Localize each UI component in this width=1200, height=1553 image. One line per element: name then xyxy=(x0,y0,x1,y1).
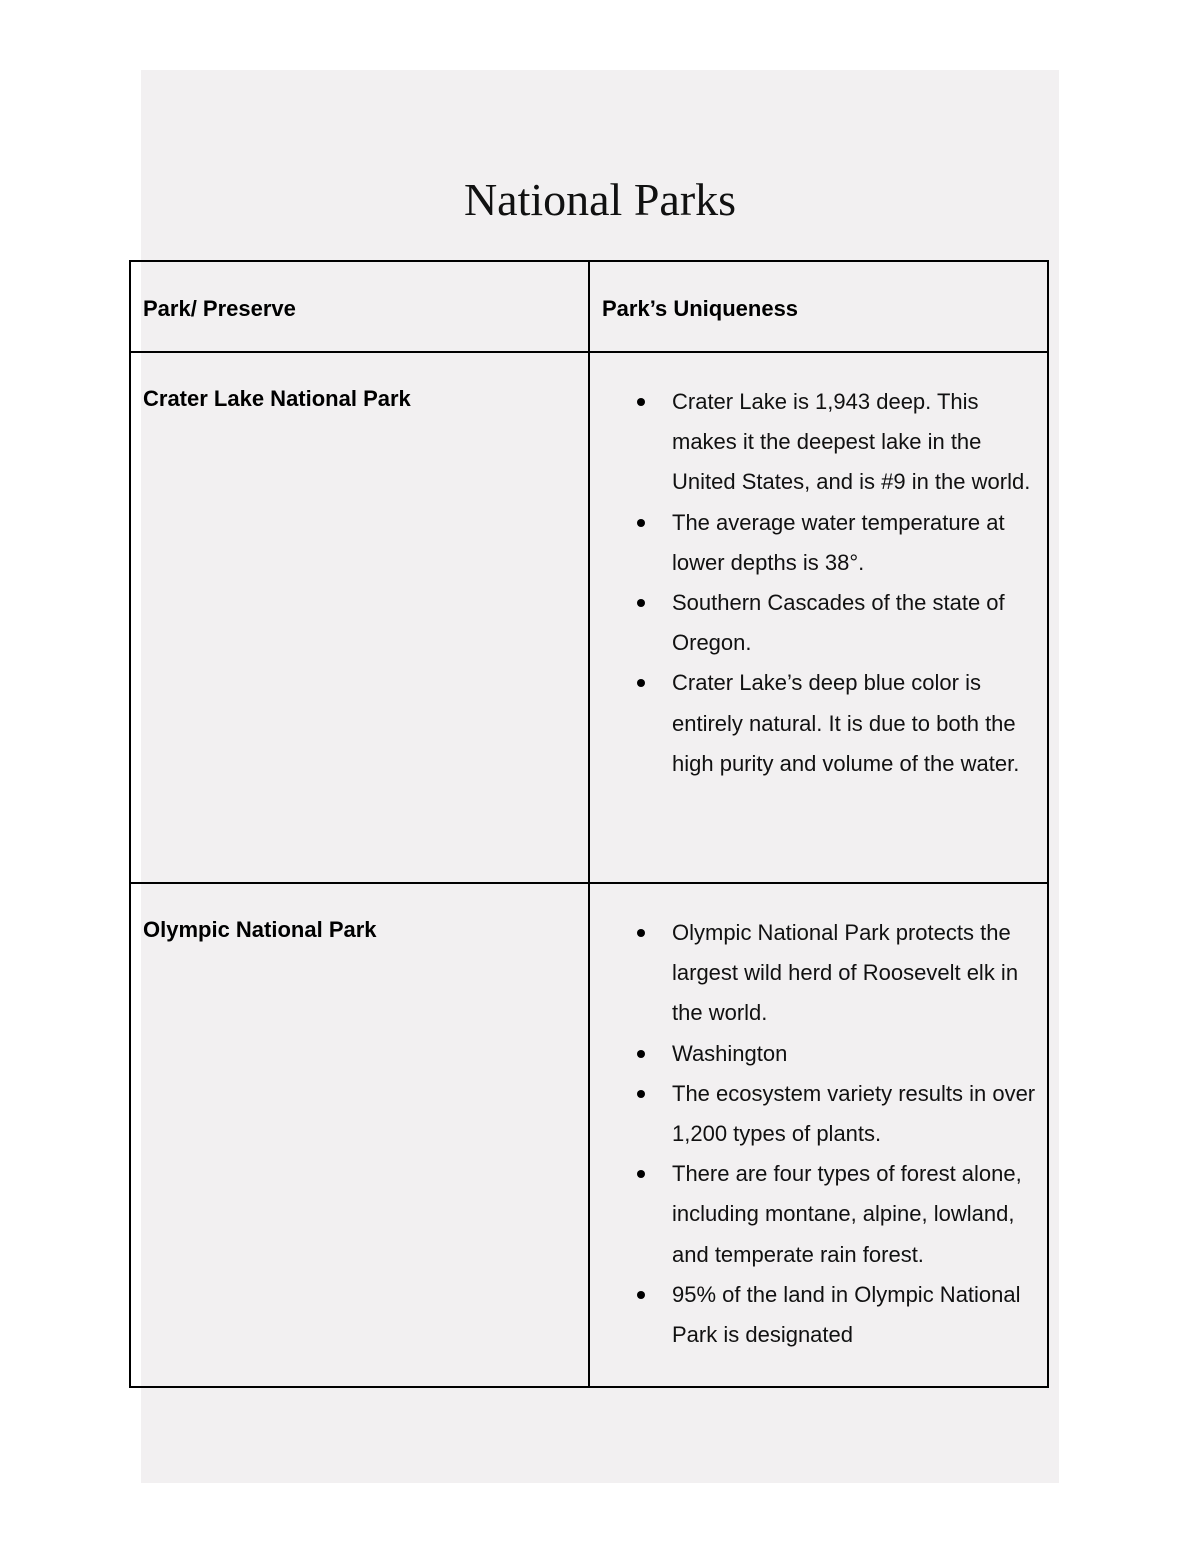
fact-text: Washington xyxy=(672,1040,788,1066)
list-item xyxy=(672,1275,1037,1355)
park-name-cell xyxy=(130,352,589,883)
list-item xyxy=(672,1034,1037,1074)
fact-text: The average water temperature at lower depths is 38°. xyxy=(672,509,1005,575)
header-uniqueness-label: Park’s Uniqueness xyxy=(602,296,799,321)
fact-text: Crater Lake’s deep blue color is entirely natural. It is due to both the high purity and volume of the water. xyxy=(672,670,1020,776)
list-item xyxy=(672,583,1037,663)
list-item xyxy=(672,913,1037,1034)
bullet-icon xyxy=(637,599,645,607)
bullet-icon xyxy=(637,1090,645,1098)
fact-list xyxy=(590,884,1047,1375)
uniqueness-cell xyxy=(589,883,1048,1387)
fact-list xyxy=(590,353,1047,804)
list-item xyxy=(672,1154,1037,1275)
bullet-icon xyxy=(637,679,645,687)
list-item xyxy=(672,1074,1037,1154)
table-header-row xyxy=(130,261,1048,352)
header-cell-park xyxy=(130,261,589,352)
bullet-icon xyxy=(637,1170,645,1178)
page-title: National Parks xyxy=(463,174,737,225)
fact-text: Olympic National Park protects the largest wild herd of Roosevelt elk in the world. xyxy=(672,920,1019,1026)
fact-text: The ecosystem variety results in over 1,200 types of plants. xyxy=(672,1080,1036,1147)
bullet-icon xyxy=(637,1291,645,1299)
header-cell-uniqueness xyxy=(589,261,1048,352)
table-row xyxy=(130,883,1048,1387)
fact-text: Crater Lake is 1,943 deep. This makes it the deepest lake in the United States, and is #9 in the world. xyxy=(672,389,1031,495)
table-row xyxy=(130,352,1048,883)
bullet-icon xyxy=(637,929,645,937)
fact-text: There are four types of forest alone, including montane, alpine, lowland, and temperate rain forest. xyxy=(672,1161,1022,1267)
header-park-label: Park/ Preserve xyxy=(143,296,296,321)
fact-text: Southern Cascades of the state of Oregon. xyxy=(672,590,1005,656)
bullet-icon xyxy=(637,519,645,527)
park-name: Crater Lake National Park xyxy=(143,386,411,411)
list-item xyxy=(672,382,1037,503)
park-name: Olympic National Park xyxy=(143,917,377,942)
park-name-cell xyxy=(130,883,589,1387)
list-item xyxy=(672,503,1037,583)
bullet-icon xyxy=(637,398,645,406)
list-item xyxy=(672,663,1037,784)
uniqueness-cell xyxy=(589,352,1048,883)
fact-text: 95% of the land in Olympic National Park is designated xyxy=(672,1281,1021,1348)
parks-table xyxy=(129,260,1049,1388)
bullet-icon xyxy=(637,1050,645,1058)
